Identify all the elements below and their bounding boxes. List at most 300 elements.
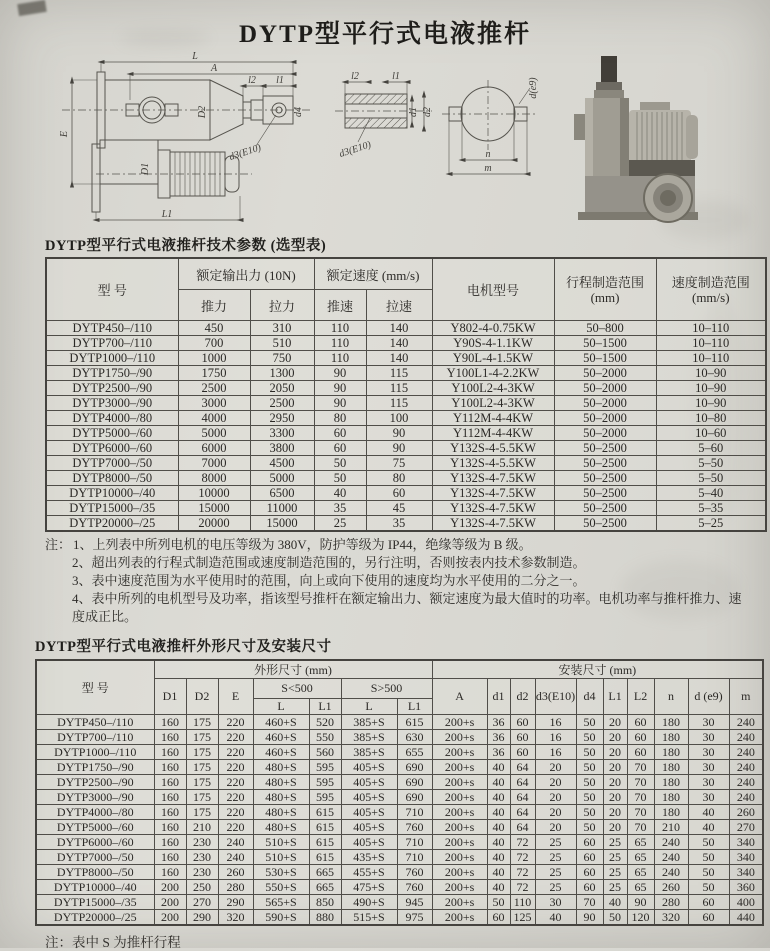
value-cell: 290 xyxy=(186,910,218,926)
value-cell: 200+s xyxy=(432,910,487,926)
value-cell: 90 xyxy=(366,426,432,441)
col-header-L1-lt: L1 xyxy=(309,699,341,715)
value-cell: 25 xyxy=(535,835,576,850)
value-cell: 50–2500 xyxy=(554,501,656,516)
value-cell: 480+S xyxy=(253,805,309,820)
value-cell: 10000 xyxy=(178,486,250,501)
table-row xyxy=(46,456,766,471)
value-cell: 7000 xyxy=(178,456,250,471)
value-cell: 4500 xyxy=(250,456,314,471)
value-cell: 385+S xyxy=(341,730,397,745)
model-cell: DYTP15000–/35 xyxy=(36,895,154,910)
value-cell: 20000 xyxy=(178,516,250,532)
value-cell: 175 xyxy=(186,715,218,730)
value-cell: 200+s xyxy=(432,880,487,895)
value-cell: Y132S-4-7.5KW xyxy=(432,516,554,532)
value-cell: 80 xyxy=(366,471,432,486)
value-cell: 690 xyxy=(397,790,432,805)
value-cell: 3800 xyxy=(250,441,314,456)
value-cell: 40 xyxy=(487,865,510,880)
value-cell: 200+s xyxy=(432,760,487,775)
value-cell: 5–40 xyxy=(656,486,766,501)
value-cell: 10–90 xyxy=(656,396,766,411)
col-header-D1: D1 xyxy=(154,679,186,715)
model-cell: DYTP20000–/25 xyxy=(36,910,154,926)
value-cell: 240 xyxy=(218,835,253,850)
value-cell: 5000 xyxy=(250,471,314,486)
value-cell: 220 xyxy=(218,820,253,835)
value-cell: 8000 xyxy=(178,471,250,486)
value-cell: 2050 xyxy=(250,381,314,396)
dim-table-title: DYTP型平行式电液推杆外形尺寸及安装尺寸 xyxy=(35,639,332,655)
value-cell: 220 xyxy=(218,715,253,730)
dim-label-A: A xyxy=(210,63,218,74)
value-cell: 50 xyxy=(576,805,603,820)
col-header-rated-speed: 额定速度 (mm/s) xyxy=(314,258,432,290)
value-cell: 15000 xyxy=(250,516,314,532)
model-cell: DYTP1750–/90 xyxy=(46,366,178,381)
value-cell: 630 xyxy=(397,730,432,745)
value-cell: 40 xyxy=(487,820,510,835)
col-header-A: A xyxy=(432,679,487,715)
value-cell: 30 xyxy=(688,715,729,730)
value-cell: 60 xyxy=(576,835,603,850)
value-cell: Y100L2-4-3KW xyxy=(432,396,554,411)
value-cell: 520 xyxy=(309,715,341,730)
value-cell: 70 xyxy=(627,820,654,835)
value-cell: 20 xyxy=(603,715,627,730)
value-cell: 60 xyxy=(576,880,603,895)
value-cell: 510+S xyxy=(253,835,309,850)
table-row xyxy=(46,396,766,411)
value-cell: 50 xyxy=(576,760,603,775)
table-row xyxy=(36,820,763,835)
value-cell: 975 xyxy=(397,910,432,926)
value-cell: 10–90 xyxy=(656,381,766,396)
dim-label-l1: l1 xyxy=(392,71,400,82)
dim-label-L1: L1 xyxy=(161,209,173,220)
value-cell: 175 xyxy=(186,790,218,805)
value-cell: 20 xyxy=(603,805,627,820)
value-cell: 16 xyxy=(535,745,576,760)
value-cell: 75 xyxy=(366,456,432,471)
value-cell: 72 xyxy=(510,880,535,895)
value-cell: 240 xyxy=(729,775,763,790)
table-row xyxy=(46,516,766,532)
value-cell: 615 xyxy=(309,805,341,820)
value-cell: 25 xyxy=(314,516,366,532)
table-row xyxy=(46,471,766,486)
value-cell: Y802-4-0.75KW xyxy=(432,321,554,336)
value-cell: 230 xyxy=(186,865,218,880)
col-header-s-lt-500: S<500 xyxy=(253,679,341,699)
spec-table-body xyxy=(46,321,766,532)
value-cell: 10–60 xyxy=(656,426,766,441)
value-cell: 260 xyxy=(218,865,253,880)
value-cell: 200 xyxy=(154,880,186,895)
value-cell: 240 xyxy=(729,745,763,760)
value-cell: 110 xyxy=(314,351,366,366)
value-cell: 460+S xyxy=(253,730,309,745)
model-cell: DYTP2500–/90 xyxy=(36,775,154,790)
value-cell: 90 xyxy=(576,910,603,926)
table-row xyxy=(36,790,763,805)
value-cell: 180 xyxy=(654,775,688,790)
value-cell: 340 xyxy=(729,850,763,865)
value-cell: 60 xyxy=(314,426,366,441)
value-cell: 40 xyxy=(314,486,366,501)
value-cell: 200+s xyxy=(432,850,487,865)
value-cell: 220 xyxy=(218,790,253,805)
value-cell: 50 xyxy=(688,835,729,850)
value-cell: 200+s xyxy=(432,820,487,835)
value-cell: 11000 xyxy=(250,501,314,516)
value-cell: 180 xyxy=(654,715,688,730)
value-cell: 240 xyxy=(729,760,763,775)
value-cell: 64 xyxy=(510,805,535,820)
value-cell: 220 xyxy=(218,775,253,790)
value-cell: 615 xyxy=(397,715,432,730)
value-cell: 60 xyxy=(688,910,729,926)
model-cell: DYTP700–/110 xyxy=(36,730,154,745)
actuator-side-view xyxy=(62,62,312,220)
value-cell: 310 xyxy=(250,321,314,336)
value-cell: 80 xyxy=(314,411,366,426)
model-cell: DYTP450–/110 xyxy=(46,321,178,336)
value-cell: 115 xyxy=(366,396,432,411)
value-cell: 20 xyxy=(535,775,576,790)
model-cell: DYTP4000–/80 xyxy=(46,411,178,426)
value-cell: 40 xyxy=(487,835,510,850)
model-cell: DYTP450–/110 xyxy=(36,715,154,730)
value-cell: 200+s xyxy=(432,745,487,760)
value-cell: 40 xyxy=(688,820,729,835)
value-cell: Y132S-4-5.5KW xyxy=(432,456,554,471)
value-cell: 16 xyxy=(535,730,576,745)
value-cell: 10–90 xyxy=(656,366,766,381)
model-cell: DYTP15000–/35 xyxy=(46,501,178,516)
value-cell: 50 xyxy=(688,880,729,895)
value-cell: 710 xyxy=(397,805,432,820)
dim-label-d3: d3(E10) xyxy=(227,142,263,163)
value-cell: 405+S xyxy=(341,790,397,805)
value-cell: 60 xyxy=(510,730,535,745)
value-cell: 25 xyxy=(535,850,576,865)
value-cell: 200+s xyxy=(432,805,487,820)
model-cell: DYTP1750–/90 xyxy=(36,760,154,775)
value-cell: 200+s xyxy=(432,835,487,850)
value-cell: 40 xyxy=(535,910,576,926)
value-cell: 400 xyxy=(729,895,763,910)
table-row xyxy=(46,426,766,441)
value-cell: 50 xyxy=(487,895,510,910)
value-cell: 240 xyxy=(654,835,688,850)
value-cell: 10–110 xyxy=(656,321,766,336)
table-row xyxy=(36,835,763,850)
value-cell: 590+S xyxy=(253,910,309,926)
value-cell: 50 xyxy=(576,715,603,730)
model-cell: DYTP700–/110 xyxy=(46,336,178,351)
value-cell: 60 xyxy=(366,486,432,501)
dim-label-L: L xyxy=(192,52,198,62)
value-cell: 64 xyxy=(510,775,535,790)
dim-table-body xyxy=(36,715,763,926)
value-cell: 50 xyxy=(688,850,729,865)
table-row xyxy=(46,441,766,456)
value-cell: 50 xyxy=(576,775,603,790)
value-cell: 615 xyxy=(309,835,341,850)
dim-label-D2: D2 xyxy=(197,105,208,119)
value-cell: 160 xyxy=(154,865,186,880)
value-cell: 260 xyxy=(654,880,688,895)
value-cell: 50–2500 xyxy=(554,516,656,532)
model-cell: DYTP10000–/40 xyxy=(36,880,154,895)
value-cell: 10–110 xyxy=(656,336,766,351)
model-cell: DYTP6000–/60 xyxy=(36,835,154,850)
value-cell: 750 xyxy=(250,351,314,366)
col-header-d1: d1 xyxy=(487,679,510,715)
model-cell: DYTP10000–/40 xyxy=(46,486,178,501)
value-cell: 690 xyxy=(397,775,432,790)
value-cell: 240 xyxy=(218,850,253,865)
table-row xyxy=(36,865,763,880)
value-cell: 3300 xyxy=(250,426,314,441)
value-cell: 180 xyxy=(654,730,688,745)
value-cell: 50 xyxy=(576,820,603,835)
col-header-outline-dims: 外形尺寸 (mm) xyxy=(154,660,432,679)
value-cell: 16 xyxy=(535,715,576,730)
col-header-push-force: 推力 xyxy=(178,290,250,321)
model-cell: DYTP8000–/50 xyxy=(46,471,178,486)
value-cell: Y112M-4-4KW xyxy=(432,426,554,441)
value-cell: 40 xyxy=(487,790,510,805)
col-header-speed-range xyxy=(656,258,766,321)
value-cell: 50–2500 xyxy=(554,486,656,501)
value-cell: 850 xyxy=(309,895,341,910)
value-cell: 50–2000 xyxy=(554,411,656,426)
value-cell: 175 xyxy=(186,730,218,745)
value-cell: 450 xyxy=(178,321,250,336)
value-cell: 45 xyxy=(366,501,432,516)
value-cell: 240 xyxy=(654,850,688,865)
value-cell: 6000 xyxy=(178,441,250,456)
value-cell: 70 xyxy=(576,895,603,910)
technical-drawing xyxy=(0,52,770,232)
value-cell: 220 xyxy=(218,805,253,820)
col-header-L1-gt: L1 xyxy=(397,699,432,715)
value-cell: 945 xyxy=(397,895,432,910)
model-cell: DYTP1000–/110 xyxy=(46,351,178,366)
value-cell: 200+s xyxy=(432,895,487,910)
value-cell: 72 xyxy=(510,850,535,865)
stroke-range-line2: (mm) xyxy=(590,289,620,305)
value-cell: 36 xyxy=(487,715,510,730)
value-cell: 2500 xyxy=(178,381,250,396)
value-cell: 40 xyxy=(487,805,510,820)
value-cell: 20 xyxy=(603,745,627,760)
value-cell: 200+s xyxy=(432,865,487,880)
value-cell: 175 xyxy=(186,760,218,775)
col-header-d4: d4 xyxy=(576,679,603,715)
col-header-m: m xyxy=(729,679,763,715)
value-cell: 320 xyxy=(218,910,253,926)
value-cell: 50–2000 xyxy=(554,396,656,411)
col-header-D2: D2 xyxy=(186,679,218,715)
value-cell: 35 xyxy=(314,501,366,516)
value-cell: 50 xyxy=(576,745,603,760)
value-cell: 64 xyxy=(510,820,535,835)
table-row xyxy=(36,760,763,775)
value-cell: 595 xyxy=(309,760,341,775)
dim-label-d4: d4 xyxy=(293,107,304,117)
value-cell: 5–25 xyxy=(656,516,766,532)
value-cell: 70 xyxy=(627,790,654,805)
spec-notes xyxy=(45,536,745,626)
speed-range-line2: (mm/s) xyxy=(691,289,730,305)
value-cell: 460+S xyxy=(253,745,309,760)
value-cell: 560 xyxy=(309,745,341,760)
value-cell: 510 xyxy=(250,336,314,351)
dim-table xyxy=(35,659,764,926)
value-cell: 5–50 xyxy=(656,471,766,486)
value-cell: 200+s xyxy=(432,790,487,805)
dim-label-l2: l2 xyxy=(351,71,359,82)
value-cell: 565+S xyxy=(253,895,309,910)
value-cell: 180 xyxy=(654,790,688,805)
value-cell: 160 xyxy=(154,850,186,865)
table-row xyxy=(36,895,763,910)
value-cell: 60 xyxy=(576,865,603,880)
value-cell: 25 xyxy=(603,850,627,865)
value-cell: Y132S-4-7.5KW xyxy=(432,471,554,486)
value-cell: 180 xyxy=(654,745,688,760)
value-cell: 280 xyxy=(654,895,688,910)
table-row xyxy=(36,715,763,730)
value-cell: 30 xyxy=(535,895,576,910)
value-cell: 115 xyxy=(366,381,432,396)
value-cell: 480+S xyxy=(253,760,309,775)
value-cell: 20 xyxy=(535,820,576,835)
value-cell: 20 xyxy=(535,790,576,805)
value-cell: 35 xyxy=(366,516,432,532)
value-cell: 60 xyxy=(487,910,510,926)
value-cell: 760 xyxy=(397,880,432,895)
value-cell: 50 xyxy=(576,790,603,805)
value-cell: 5–50 xyxy=(656,456,766,471)
value-cell: 160 xyxy=(154,835,186,850)
value-cell: 40 xyxy=(487,775,510,790)
value-cell: 25 xyxy=(603,880,627,895)
value-cell: 615 xyxy=(309,820,341,835)
value-cell: 36 xyxy=(487,730,510,745)
value-cell: 15000 xyxy=(178,501,250,516)
value-cell: Y100L1-4-2.2KW xyxy=(432,366,554,381)
dim-label-de9: d(e9) xyxy=(528,77,539,99)
value-cell: 460+S xyxy=(253,715,309,730)
value-cell: 65 xyxy=(627,850,654,865)
table-row xyxy=(36,745,763,760)
value-cell: 50–1500 xyxy=(554,351,656,366)
value-cell: 140 xyxy=(366,336,432,351)
note-text: 1、上列表中所列电机的电压等级为 380V，防护等级为 IP44，绝缘等级为 B 级。 xyxy=(73,537,532,552)
value-cell: 340 xyxy=(729,835,763,850)
col-header-E: E xyxy=(218,679,253,715)
value-cell: 2950 xyxy=(250,411,314,426)
value-cell: 65 xyxy=(627,880,654,895)
value-cell: 160 xyxy=(154,715,186,730)
col-header-L-lt: L xyxy=(253,699,309,715)
value-cell: 25 xyxy=(603,865,627,880)
value-cell: 60 xyxy=(510,715,535,730)
value-cell: 30 xyxy=(688,745,729,760)
value-cell: 480+S xyxy=(253,775,309,790)
value-cell: 200 xyxy=(154,895,186,910)
value-cell: 530+S xyxy=(253,865,309,880)
value-cell: 200 xyxy=(154,910,186,926)
col-header-install-dims: 安装尺寸 (mm) xyxy=(432,660,763,679)
col-header-s-gt-500: S>500 xyxy=(341,679,432,699)
value-cell: 1300 xyxy=(250,366,314,381)
value-cell: 260 xyxy=(729,805,763,820)
value-cell: 665 xyxy=(309,880,341,895)
value-cell: 490+S xyxy=(341,895,397,910)
model-cell: DYTP4000–/80 xyxy=(36,805,154,820)
model-cell: DYTP6000–/60 xyxy=(46,441,178,456)
stroke-range-line1: 行程制造范围 xyxy=(566,274,645,290)
value-cell: 615 xyxy=(309,850,341,865)
dim-label-d2: d2 xyxy=(422,107,433,117)
value-cell: 70 xyxy=(627,775,654,790)
value-cell: 200+s xyxy=(432,715,487,730)
dim-label-d3: d3(E10) xyxy=(337,139,373,160)
model-cell: DYTP2500–/90 xyxy=(46,381,178,396)
value-cell: 50 xyxy=(314,456,366,471)
value-cell: 70 xyxy=(627,760,654,775)
note-item xyxy=(45,536,745,554)
dim-label-l2: l2 xyxy=(248,75,256,86)
model-cell: DYTP8000–/50 xyxy=(36,865,154,880)
value-cell: 50–2500 xyxy=(554,441,656,456)
value-cell: 1000 xyxy=(178,351,250,366)
value-cell: 360 xyxy=(729,880,763,895)
value-cell: 270 xyxy=(729,820,763,835)
table-row xyxy=(36,805,763,820)
value-cell: 72 xyxy=(510,835,535,850)
table-row xyxy=(36,880,763,895)
value-cell: 140 xyxy=(366,351,432,366)
value-cell: 180 xyxy=(654,760,688,775)
value-cell: 160 xyxy=(154,730,186,745)
value-cell: 175 xyxy=(186,805,218,820)
value-cell: 50–2000 xyxy=(554,366,656,381)
col-header-stroke-range xyxy=(554,258,656,321)
value-cell: 240 xyxy=(729,730,763,745)
value-cell: 240 xyxy=(729,790,763,805)
value-cell: 72 xyxy=(510,865,535,880)
value-cell: 90 xyxy=(314,396,366,411)
model-cell: DYTP1000–/110 xyxy=(36,745,154,760)
value-cell: 230 xyxy=(186,850,218,865)
value-cell: 175 xyxy=(186,775,218,790)
value-cell: 180 xyxy=(654,805,688,820)
value-cell: 200+s xyxy=(432,730,487,745)
value-cell: 710 xyxy=(397,835,432,850)
value-cell: 5000 xyxy=(178,426,250,441)
model-cell: DYTP5000–/60 xyxy=(46,426,178,441)
value-cell: 30 xyxy=(688,730,729,745)
value-cell: 210 xyxy=(186,820,218,835)
value-cell: 160 xyxy=(154,790,186,805)
